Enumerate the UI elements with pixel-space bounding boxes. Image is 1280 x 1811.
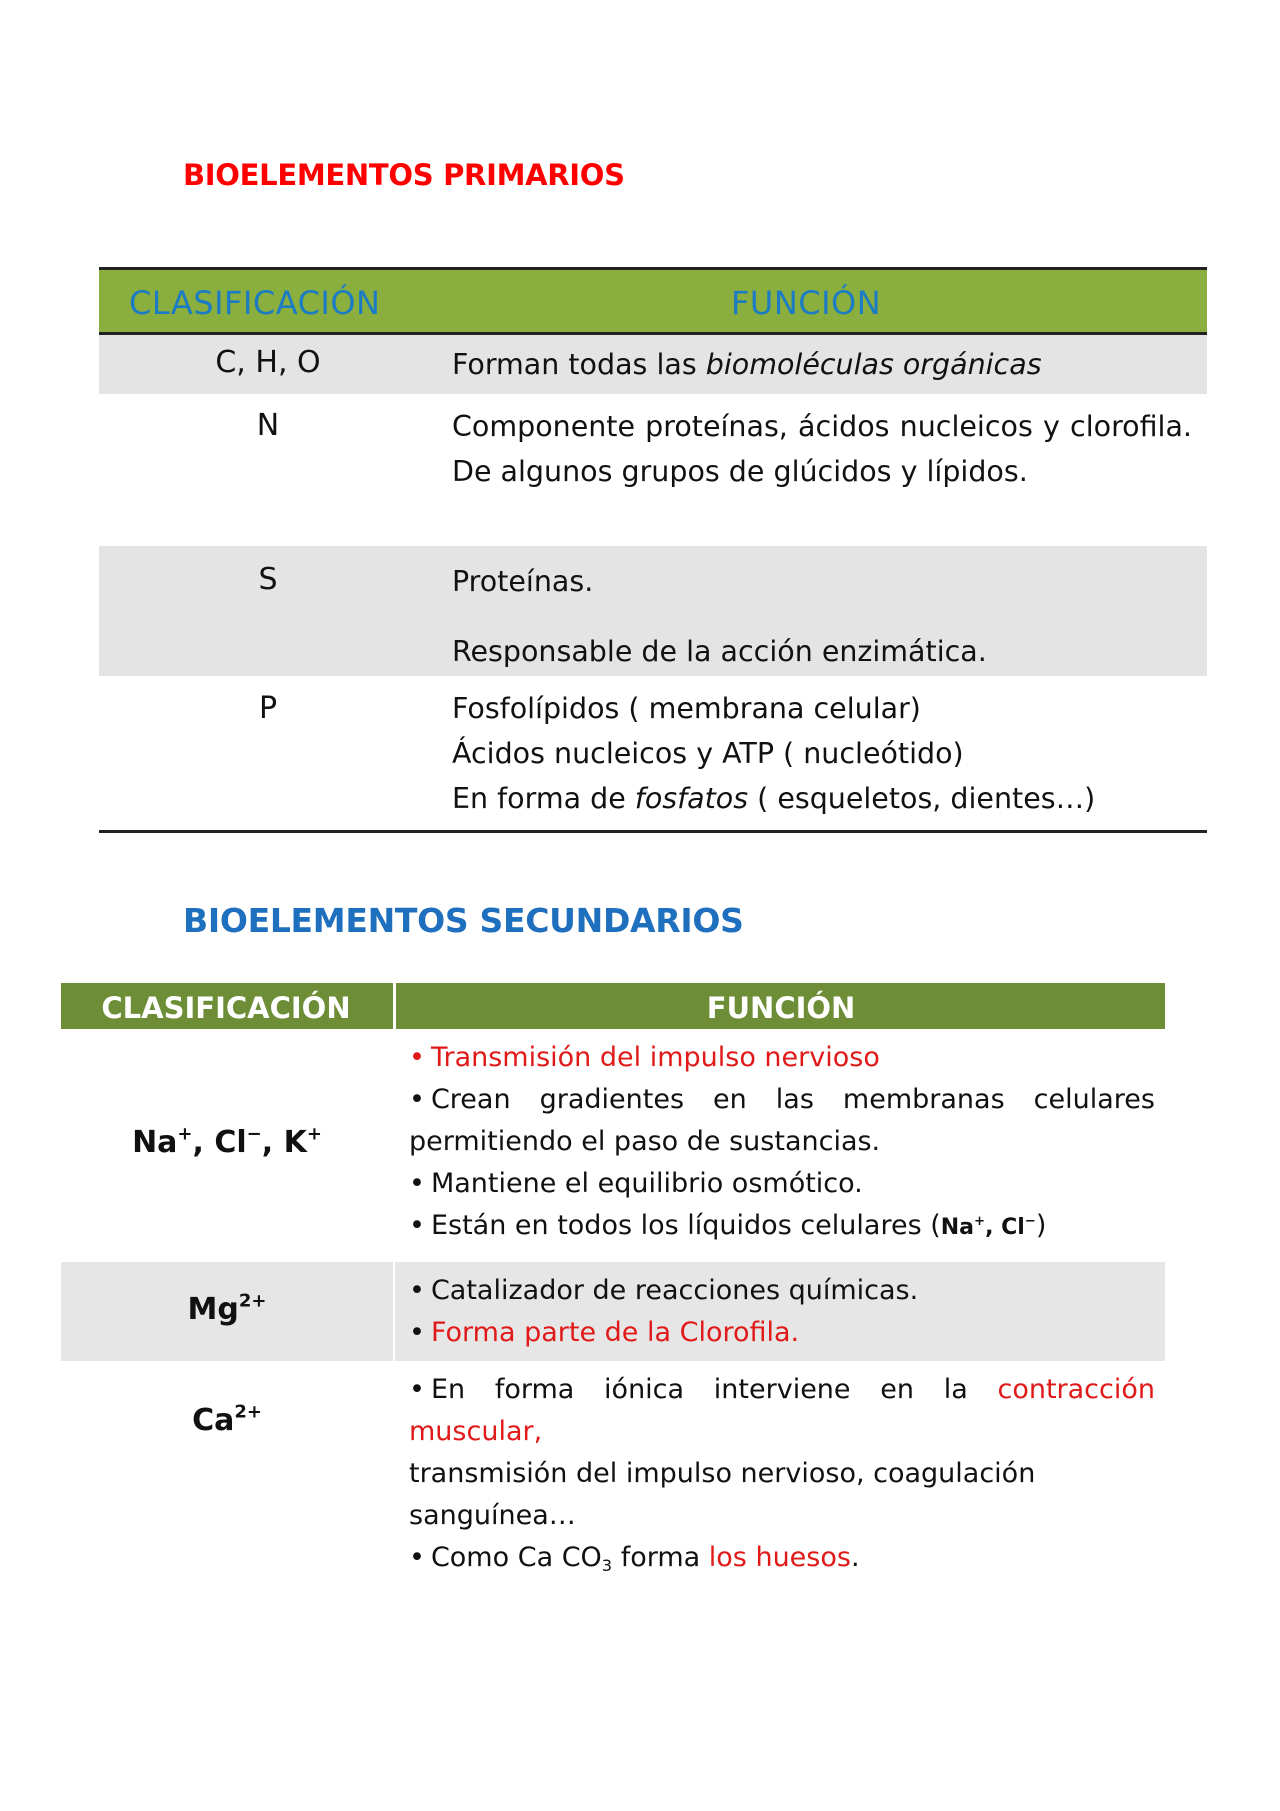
row-function: Fosfolípidos ( membrana celular) Ácidos nucleicos y ATP ( nucleótido) En forma de fosfatos ( esqueletos, dientes…) — [452, 692, 1096, 815]
heading-bioelementos-primarios: BIOELEMENTOS PRIMARIOS — [183, 158, 625, 192]
table-row — [61, 1262, 1165, 1361]
bullet-item: • Catalizador de reacciones químicas. — [409, 1275, 919, 1306]
bullet-item: • Están en todos los líquidos celulares (Na+, Cl−) — [409, 1210, 1047, 1241]
bullet-item: • Como Ca $CO_3$ forma los huesos. — [409, 1542, 860, 1575]
row-function: Componente proteínas, ácidos nucleicos y clorofila. De algunos grupos de glúcidos y lípidos. — [452, 410, 1192, 488]
row-classification: P — [258, 691, 278, 726]
table-row — [99, 335, 1207, 394]
table-row — [99, 676, 1207, 830]
header-clasificacion: CLASIFICACIÓN — [129, 284, 381, 322]
row-function — [409, 1369, 1155, 1579]
table-bioelementos-secundarios — [61, 983, 1165, 1575]
table-header — [61, 983, 1165, 1029]
table-row — [61, 1029, 1165, 1262]
row-function-line: Responsable de la acción enzimática. — [452, 635, 987, 668]
table-bottom-rule — [99, 830, 1207, 833]
bullet-item: • Mantiene el equilibrio osmótico. — [409, 1168, 863, 1199]
row-function — [409, 1270, 1155, 1354]
row-classification: C, H, O — [215, 345, 321, 380]
table-header — [99, 270, 1207, 335]
bullet-item: • En forma iónica interviene en la contracción muscular, — [409, 1374, 1155, 1447]
header-funcion: FUNCIÓN — [731, 284, 882, 322]
header-funcion: FUNCIÓN — [706, 991, 856, 1025]
row-function: Forman todas las biomoléculas orgánicas — [452, 348, 1042, 381]
table-row — [61, 1361, 1165, 1575]
row-classification: N — [256, 408, 280, 443]
row-classification: $Mg^{2+}$ — [187, 1290, 267, 1327]
bullet-item: • Forma parte de la Clorofila. — [409, 1317, 800, 1348]
row-function-line: Proteínas. — [452, 565, 594, 598]
bullet-item: • Crean gradientes en las membranas celulares permitiendo el paso de sustancias. — [409, 1084, 1155, 1157]
bullet-item-continued: transmisión del impulso nervioso, coagulación sanguínea… — [409, 1458, 1036, 1531]
table-bioelementos-primarios — [99, 267, 1207, 833]
row-classification: S — [258, 562, 278, 597]
bullet-item: • Transmisión del impulso nervioso — [409, 1042, 880, 1073]
row-classification: $Ca^{2+}$ — [192, 1401, 262, 1438]
header-clasificacion: CLASIFICACIÓN — [101, 991, 351, 1025]
row-classification: Na+, Cl−, K+ — [132, 1123, 322, 1160]
table-row — [99, 394, 1207, 546]
table-row — [99, 546, 1207, 676]
row-function — [409, 1037, 1155, 1249]
heading-bioelementos-secundarios: BIOELEMENTOS SECUNDARIOS — [183, 901, 744, 940]
